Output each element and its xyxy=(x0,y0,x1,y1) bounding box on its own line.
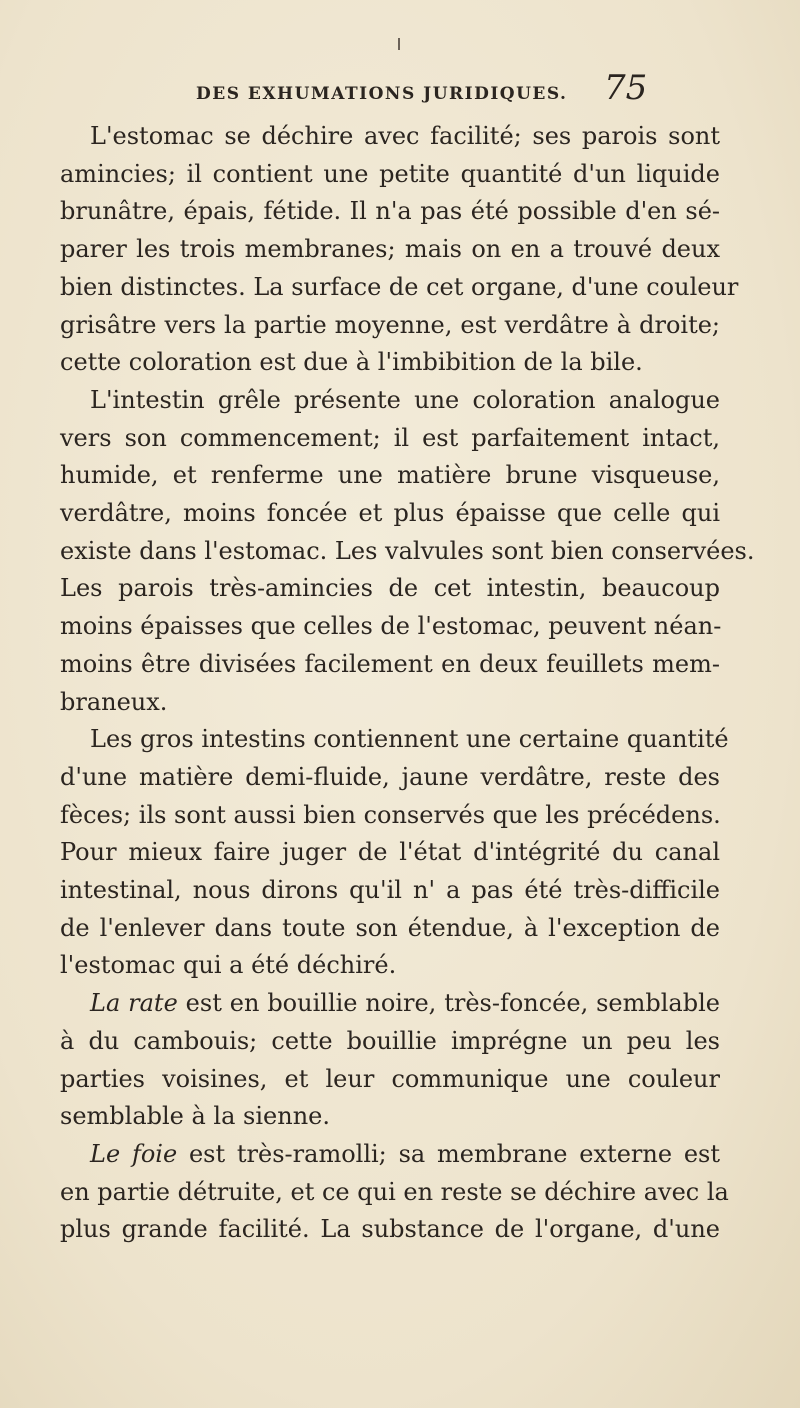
italic-term: Le foie xyxy=(90,1139,178,1168)
line-rest: est très-ramolli; sa membrane externe est xyxy=(177,1139,720,1168)
text-line: cette coloration est due à l'imbibition de la bile. xyxy=(60,348,643,377)
paragraph xyxy=(60,721,729,985)
paragraph xyxy=(60,1136,729,1249)
text-line: Pour mieux faire juger de l'état d'intégrité du canal xyxy=(60,838,720,867)
text-line: de l'enlever dans toute son étendue, à l'exception de xyxy=(60,913,720,942)
text-line: humide, et renferme une matière brune visqueuse, xyxy=(60,461,720,490)
text-line: L'intestin grêle présente une coloration analogue xyxy=(90,385,720,414)
text-line: verdâtre, moins foncée et plus épaisse que celle qui xyxy=(60,499,720,528)
text-line: Les parois très-amincies de cet intestin, beaucoup xyxy=(60,574,720,603)
text-line: grisâtre vers la partie moyenne, est verdâtre à droite; xyxy=(60,310,720,339)
text-line: d'une matière demi-fluide, jaune verdâtre, reste des xyxy=(60,762,720,791)
text-line: à du cambouis; cette bouillie imprégne un peu les xyxy=(60,1026,720,1055)
line-rest: est en bouillie noire, très-foncée, semblable xyxy=(177,989,720,1018)
body-text xyxy=(60,118,755,1249)
paragraph xyxy=(60,985,720,1136)
text-line: bien distinctes. La surface de cet organe, d'une couleur xyxy=(60,272,739,301)
text-line: parer les trois membranes; mais on en a trouvé deux xyxy=(60,235,720,264)
text-line: intestinal, nous dirons qu'il n' a pas été très-difficile xyxy=(60,876,720,905)
text-line: brunâtre, épais, fétide. Il n'a pas été possible d'en sé- xyxy=(60,197,720,226)
text-line: moins être divisées facilement en deux feuillets mem- xyxy=(60,649,720,678)
text-line xyxy=(60,1136,720,1174)
italic-term: La rate xyxy=(90,989,178,1018)
text-line: l'estomac qui a été déchiré. xyxy=(60,951,397,980)
text-line: L'estomac se déchire avec facilité; ses parois sont xyxy=(90,122,720,150)
ink-speck xyxy=(398,38,400,50)
text-line: plus grande facilité. La substance de l'organe, d'une xyxy=(60,1215,720,1244)
text-line: en partie détruite, et ce qui en reste se déchire avec la xyxy=(60,1177,729,1206)
text-line: vers son commencement; il est parfaitement intact, xyxy=(60,423,720,452)
text-line: braneux. xyxy=(60,687,168,716)
paragraph xyxy=(60,118,739,382)
text-line: moins épaisses que celles de l'estomac, peuvent néan- xyxy=(60,612,722,641)
page-number: 75 xyxy=(604,68,648,108)
text-line: semblable à la sienne. xyxy=(60,1102,330,1131)
text-line xyxy=(60,985,720,1023)
text-line: existe dans l'estomac. Les valvules sont bien conservées. xyxy=(60,536,755,565)
text-line: amincies; il contient une petite quantité d'un liquide xyxy=(60,159,720,188)
paragraph xyxy=(60,382,755,721)
text-line: fèces; ils sont aussi bien conservés que les précédens. xyxy=(60,800,721,829)
text-line: Les gros intestins contiennent une certaine quantité xyxy=(90,725,729,754)
running-title: DES EXHUMATIONS JURIDIQUES. xyxy=(196,84,568,104)
text-line: parties voisines, et leur communique une couleur xyxy=(60,1064,720,1093)
